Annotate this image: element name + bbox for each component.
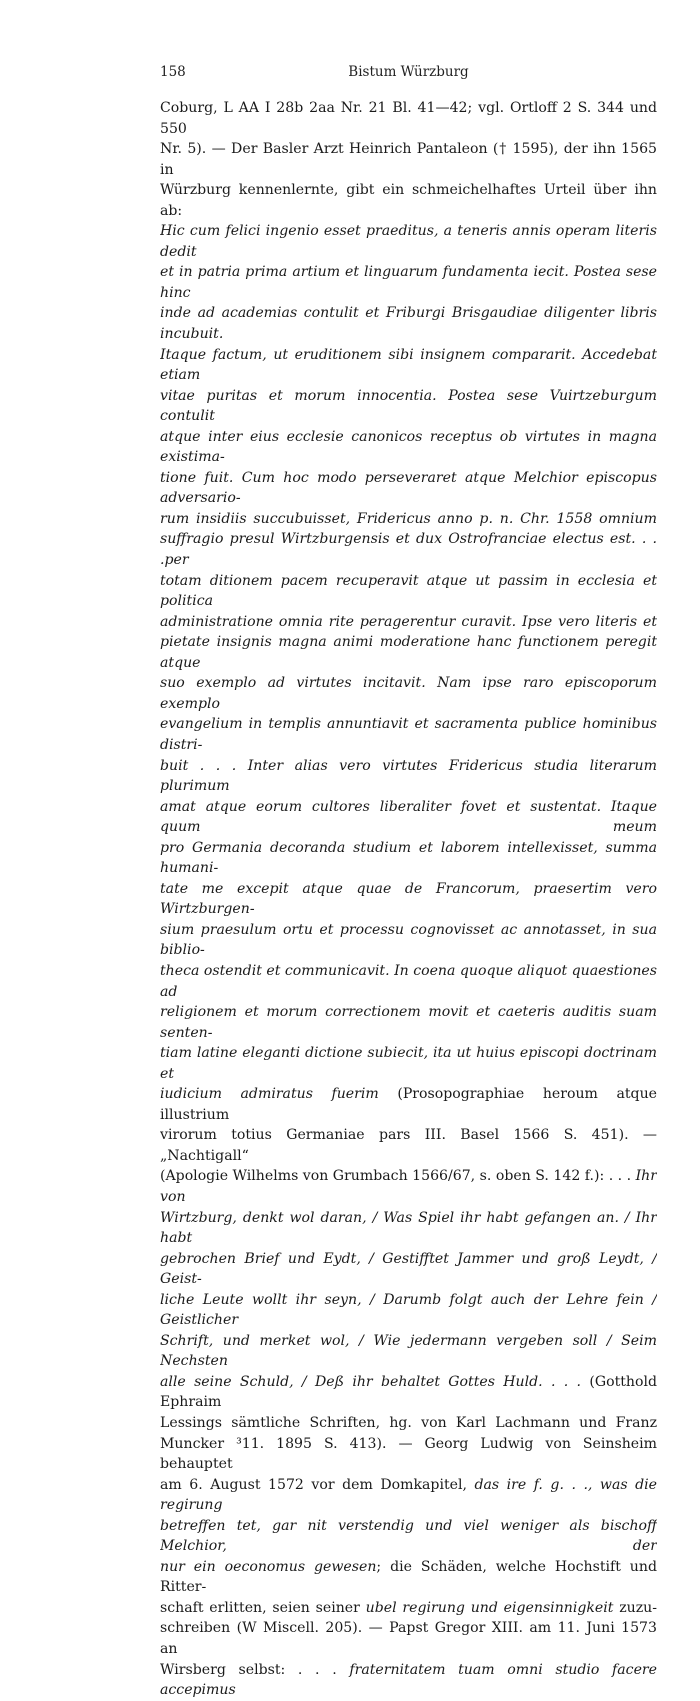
roman-text: schaft erlitten, seien seiner [160,1599,366,1616]
roman-text: (Gotthold Ephraim [160,1373,657,1411]
roman-text: Muncker ³11. 1895 S. 413). — Georg Ludwig von Seinsheim behauptet [160,1435,657,1473]
text-line [160,221,657,262]
text-line [160,632,657,673]
text-line [160,1208,657,1249]
text-line [160,303,657,344]
italic-text: amat atque eorum cultores liberaliter fovet et sustentat. Itaque quum meum [160,798,657,836]
text-line [160,1166,657,1207]
text-line [160,1125,657,1166]
italic-text: suo exemplo ad virtutes incitavit. Nam ipse raro episcoporum exemplo [160,675,657,712]
text-line [160,345,657,386]
italic-text: tione fuit. Cum hoc modo perseveraret atque Melchior episcopus adversario- [160,469,657,507]
text-line [160,1516,657,1557]
italic-text: et in patria prima artium et linguarum fundamenta iecit. Postea sese hinc [160,264,657,301]
italic-text: Wirtzburg, denkt wol daran, / Was Spiel ihr habt gefangen an. / Ihr habt [160,1209,657,1247]
text-line [160,1475,657,1516]
italic-text: fraternitatem tuam omni studio facere accepimus [160,1661,657,1699]
italic-text: sium praesulum ortu et processu cognovisset ac annotasset, in sua biblio- [160,921,657,959]
italic-text: pietate insignis magna animi moderatione hanc functionem peregit atque [160,634,657,671]
text-line [160,262,657,303]
italic-text: Schrift, und merket wol, / Wie jedermann vergeben soll / Seim Nechsten [160,1332,657,1370]
roman-text: ; die Schäden, welche Hochstift und Ritter- [160,1558,657,1596]
text-line [160,1290,657,1331]
roman-text: virorum totius Germaniae pars III. Basel 1566 S. 451). — „Nachtigall“ [160,1127,657,1164]
text-line [160,879,657,920]
roman-text: schreiben (W Miscell. 205). — Papst Gregor XIII. am 11. Juni 1573 an [160,1620,657,1658]
roman-text: Nr. 5). — Der Basler Arzt Heinrich Pantaleon († 1595), der ihn 1565 in [160,141,657,178]
italic-text: rum insidiis succubuisset, Fridericus anno p. n. Chr. 1558 omnium [160,510,657,527]
roman-text: (Prosopographiae heroum atque illustrium [160,1086,657,1123]
italic-text: pro Germania decoranda studium et laborem intellexisset, summa humani- [160,839,657,877]
text-line [160,1660,657,1701]
roman-text: Würzburg kennenlernte, gibt ein schmeichelhaftes Urteil über ihn ab: [160,182,657,219]
italic-text: betreffen tet, gar nit verstendig und viel weniger als bischoff Melchior, der [160,1517,657,1555]
text-line [160,1557,657,1598]
body-text [160,98,657,1701]
italic-text: alle seine Schuld, / Deß ihr behaltet Gottes Huld. . . . [160,1373,582,1390]
roman-text: Lessings sämtliche Schriften, hg. von Karl Lachmann und Franz [160,1415,657,1431]
text-line [160,920,657,961]
italic-text: tate me excepit atque quae de Francorum, praesertim vero Wirtzburgen- [160,880,657,918]
italic-text: suffragio presul Wirtzburgensis et dux Ostrofranciae electus est. . . .per [160,531,657,569]
italic-text: liche Leute wollt ihr seyn, / Darumb folgt auch der Lehre fein / Geistlicher [160,1291,657,1329]
text-line [160,427,657,468]
text-line [160,1002,657,1043]
text-line [160,529,657,570]
text-line [160,571,657,612]
text-line [160,1598,657,1619]
italic-text: tiam latine eleganti dictione subiecit, ita ut huius episcopi doctrinam et [160,1045,657,1082]
text-line [160,1372,657,1413]
roman-text: (Apologie Wilhelms von Grumbach 1566/67, s. oben S. 142 f.): . . . [160,1168,636,1185]
italic-text: ubel regirung und eigensinnigkeit [365,1599,614,1616]
roman-text: Coburg, L AA I 28b 2aa Nr. 21 Bl. 41—42; vgl. Ortloff 2 S. 344 und 550 [160,100,657,137]
italic-text: iudicium admiratus fuerim [160,1086,379,1103]
text-line [160,1434,657,1475]
roman-text: am 6. August 1572 vor dem Domkapitel, [160,1476,475,1493]
italic-text: Ihr von [160,1168,657,1205]
text-line [160,797,657,838]
running-title: Bistum Würzburg [348,64,469,80]
page-number: 158 [160,64,186,80]
text-line [160,180,657,221]
text-line [160,1618,657,1659]
text-line [160,838,657,879]
italic-text: vitae puritas et morum innocentia. Postea sese Vuirtzeburgum contulit [160,387,657,425]
text-line [160,98,657,139]
text-line [160,386,657,427]
italic-text: Itaque factum, ut eruditionem sibi insignem compararit. Accedebat etiam [160,346,657,384]
italic-text: religionem et morum correctionem movit et caeteris auditis suam senten- [160,1004,657,1041]
italic-text: atque inter eius ecclesie canonicos receptus ob virtutes in magna existima- [160,428,657,466]
roman-text: zuzu- [613,1599,657,1616]
running-head [160,64,657,84]
text-line [160,961,657,1002]
text-line [160,1043,657,1084]
italic-text: inde ad academias contulit et Friburgi Brisgaudiae diligenter libris incubuit. [160,305,657,343]
italic-text: nur ein oeconomus gewesen [160,1558,377,1575]
italic-text: administratione omnia rite peragerentur curavit. Ipse vero literis et [160,613,657,630]
text-line [160,468,657,509]
text-line [160,1331,657,1372]
italic-text: totam ditionem pacem recuperavit atque ut passim in ecclesia et politica [160,572,657,610]
italic-text: evangelium in templis annuntiavit et sacramenta publice hominibus distri- [160,716,657,753]
italic-text: buit . . . Inter alias vero virtutes Fridericus studia literarum plurimum [160,757,657,795]
italic-text: das ire f. g. . ., was die regirung [160,1476,657,1514]
text-line [160,612,657,633]
text-line [160,756,657,797]
text-line [160,1084,657,1125]
text-line [160,1413,657,1434]
text-line [160,673,657,714]
italic-text: theca ostendit et communicavit. In coena quoque aliquot quaestiones ad [160,962,657,1000]
italic-text: gebrochen Brief und Eydt, / Gestifftet Jammer und groß Leydt, / Geist- [160,1250,657,1288]
roman-text: Wirsberg selbst: . . . [160,1661,350,1678]
italic-text: Hic cum felici ingenio esset praeditus, a teneris annis operam literis dedit [160,223,657,260]
text-line [160,1249,657,1290]
text-line [160,714,657,755]
text-line [160,509,657,530]
text-line [160,139,657,180]
